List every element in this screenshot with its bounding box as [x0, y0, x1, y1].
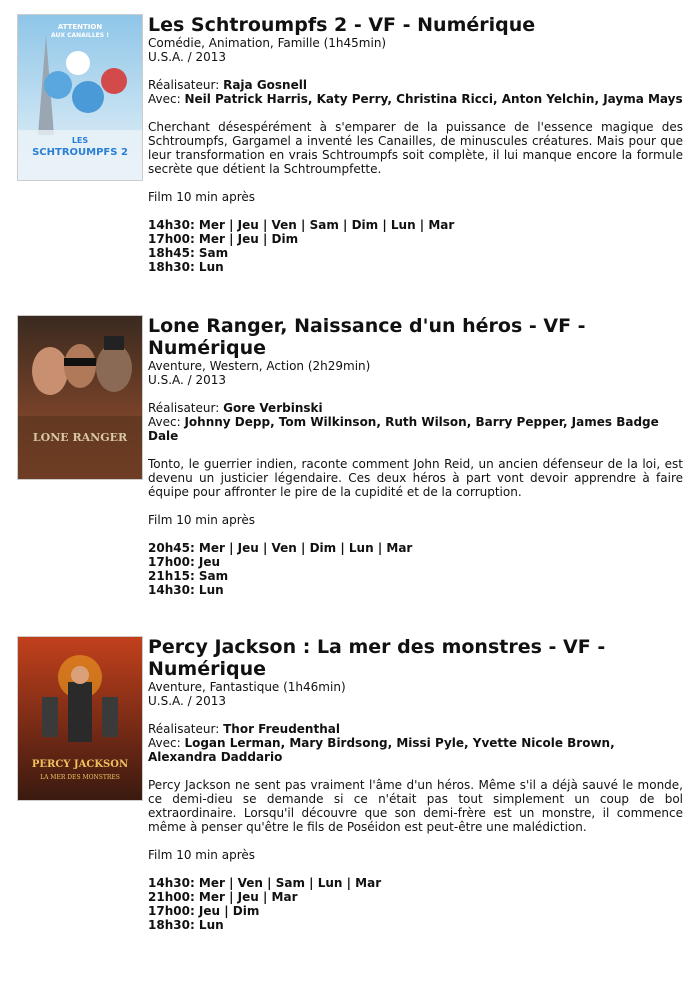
- movie-synopsis: Tonto, le guerrier indien, raconte comment John Reid, un ancien défenseur de la loi, est devenu un justicier légendaire. Ces deux héros à part vont devoir apprendre à faire équipe pour affronter le pire de la cupidité et de la corruption.: [148, 457, 683, 499]
- showtime: 18h30: Lun: [148, 260, 224, 274]
- movie-info: [148, 636, 683, 932]
- showtime: 20h45: Mer | Jeu | Ven | Dim | Lun | Mar: [148, 541, 413, 555]
- movie-note: Film 10 min après: [148, 848, 256, 862]
- showtime: 14h30: Mer | Jeu | Ven | Sam | Dim | Lun | Mar: [148, 218, 455, 232]
- movie-cast: Avec: Neil Patrick Harris, Katy Perry, Christina Ricci, Anton Yelchin, Jayma Mays: [148, 92, 683, 106]
- movie-title: Percy Jackson : La mer des monstres - VF - Numérique: [148, 636, 606, 680]
- movie-poster: [17, 14, 143, 181]
- movie-director: Réalisateur: Raja Gosnell: [148, 78, 307, 92]
- movie-title: Lone Ranger, Naissance d'un héros - VF - Numérique: [148, 315, 586, 359]
- movie-poster: [17, 636, 143, 801]
- showtime: 18h45: Sam: [148, 246, 229, 260]
- movie-note: Film 10 min après: [148, 190, 256, 204]
- movie-cast: Avec: Johnny Depp, Tom Wilkinson, Ruth Wilson, Barry Pepper, James Badge Dale: [148, 415, 659, 443]
- showtime: 17h00: Jeu: [148, 555, 221, 569]
- poster-text: ATTENTION: [57, 23, 103, 31]
- movie-director: Réalisateur: Gore Verbinski: [148, 401, 323, 415]
- movie-synopsis: Percy Jackson ne sent pas vraiment l'âme d'un héros. Même s'il a déjà sauvé le monde, ce demi-dieu se demande si ce n'était pas tout simplement un coup de bol extraordinaire. Lorsqu'il découvre que son demi-frère est un monstre, il commence même à penser qu'être le fils de Poséidon est peut-être une malédiction.: [148, 778, 683, 834]
- movie-note: Film 10 min après: [148, 513, 256, 527]
- movie-cast: Avec: Logan Lerman, Mary Birdsong, Missi Pyle, Yvette Nicole Brown, Alexandra Daddario: [148, 736, 615, 764]
- showtime: 18h30: Lun: [148, 918, 224, 932]
- poster-text: LES: [71, 136, 89, 145]
- poster-text: SCHTROUMPFS 2: [32, 147, 128, 158]
- movie-genre: Aventure, Fantastique (1h46min): [148, 680, 346, 694]
- movie-director: Réalisateur: Thor Freudenthal: [148, 722, 340, 736]
- movie-genre: Aventure, Western, Action (2h29min): [148, 359, 371, 373]
- movie-info: [148, 315, 683, 597]
- poster-text: PERCY JACKSON: [31, 759, 129, 770]
- showtime: 17h00: Jeu | Dim: [148, 904, 260, 918]
- movie-synopsis: Cherchant désespérément à s'emparer de la puissance de l'essence magique des Schtroumpfs, Gargamel a inventé les Canailles, de minuscules créatures. Mais pour que leur transformation en vrais Schtroumpfs soit complète, il lui manque encore la formule secrète que détient la Schtroumpfette.: [148, 120, 683, 176]
- movie-info: [148, 14, 683, 274]
- showtime: 17h00: Mer | Jeu | Dim: [148, 232, 299, 246]
- poster-text: AUX CANAILLES !: [51, 32, 109, 39]
- showtime: 21h15: Sam: [148, 569, 229, 583]
- movie-origin: U.S.A. / 2013: [148, 694, 227, 708]
- showtime: 14h30: Lun: [148, 583, 224, 597]
- movie-origin: U.S.A. / 2013: [148, 373, 227, 387]
- movie-title: Les Schtroumpfs 2 - VF - Numérique: [148, 14, 536, 36]
- movie-origin: U.S.A. / 2013: [148, 50, 227, 64]
- movie-genre: Comédie, Animation, Famille (1h45min): [148, 36, 387, 50]
- showtime: 21h00: Mer | Jeu | Mar: [148, 890, 298, 904]
- poster-text: LA MER DES MONSTRES: [40, 774, 120, 781]
- movie-poster: [17, 315, 143, 480]
- poster-text: LONE RANGER: [32, 431, 128, 444]
- showtime: 14h30: Mer | Ven | Sam | Lun | Mar: [148, 876, 382, 890]
